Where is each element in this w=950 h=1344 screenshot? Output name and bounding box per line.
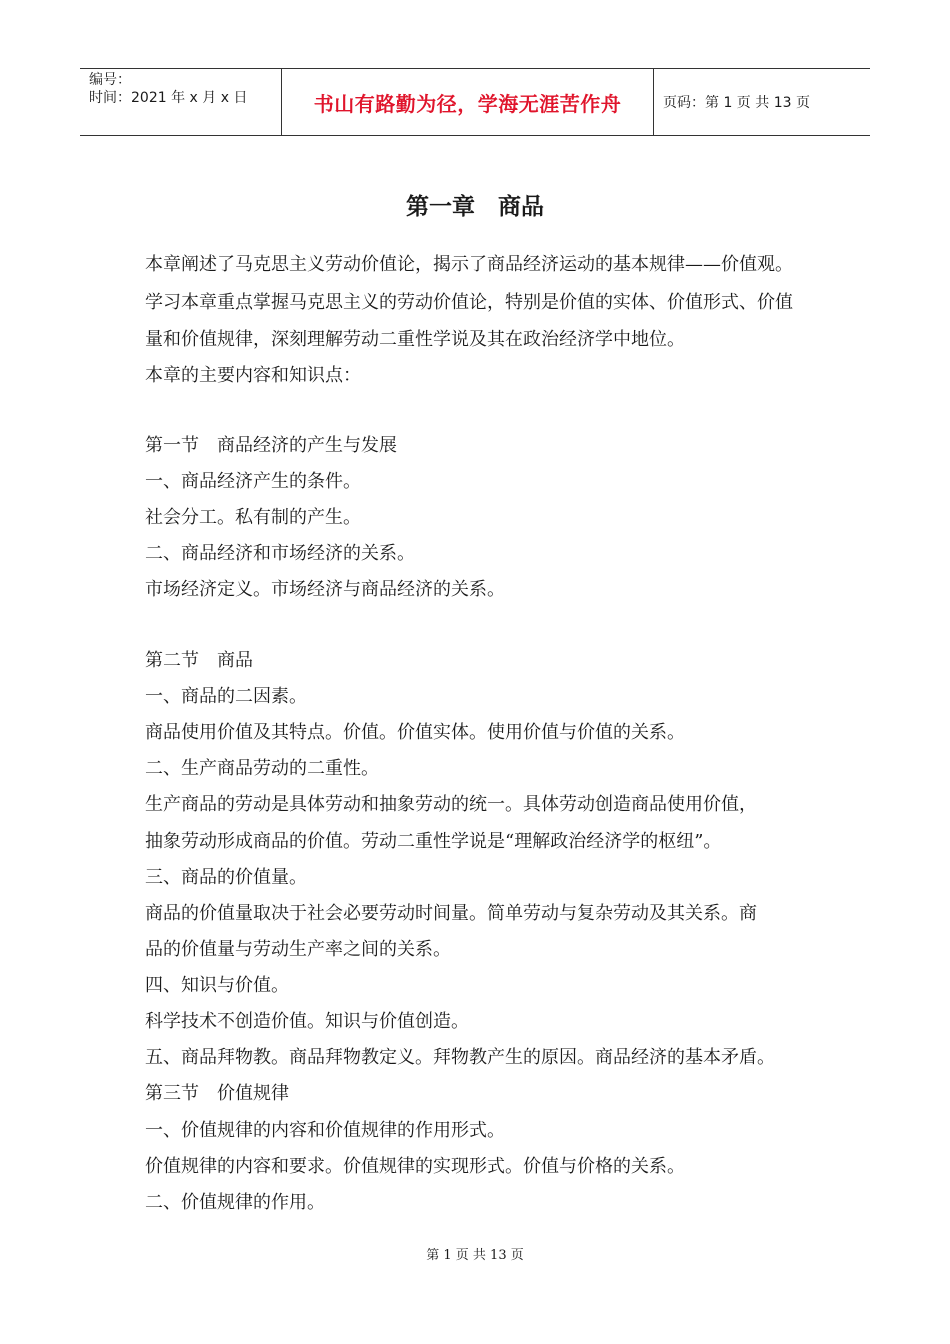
intro-text: 本章阐述了马克思主义劳动价值论，揭示了商品经济运动的基本规律——价值观。学习本章重点掌握马克思主义的劳动价值论，特别是价值的实体、价值形式、价值量和价值规律，深刻理解劳动二重性学说及其在政治经济学中地位。 xyxy=(145,254,793,350)
page-footer: 第 1 页 共 13 页 xyxy=(426,1248,524,1263)
subheading: 一、商品经济产生的条件。 xyxy=(145,471,361,492)
subheading: 二、生产商品劳动的二重性。 xyxy=(145,758,379,779)
document-header xyxy=(80,68,870,136)
body-line: 科学技术不创造价值。知识与价值创造。 xyxy=(145,1011,469,1032)
motto: 书山有路勤为径，学海无涯苦作舟 xyxy=(282,69,654,135)
intro-last-line: 本章的主要内容和知识点： xyxy=(145,365,361,386)
body-line: 价值规律的内容和要求。价值规律的实现形式。价值与价格的关系。 xyxy=(145,1156,685,1177)
subheading: 二、商品经济和市场经济的关系。 xyxy=(145,543,415,564)
body-line: 商品使用价值及其特点。价值。价值实体。使用价值与价值的关系。 xyxy=(145,722,685,743)
chapter-title: 第一章 商品 xyxy=(406,194,544,220)
date-label: 时间：2021 年 x 月 x 日 xyxy=(89,90,248,106)
subheading: 一、价值规律的内容和价值规律的作用形式。 xyxy=(145,1120,505,1141)
body-line: 市场经济定义。市场经济与商品经济的关系。 xyxy=(145,579,505,600)
intro-paragraph xyxy=(145,246,805,359)
body-line: 社会分工。私有制的产生。 xyxy=(145,507,361,528)
page-info: 页码：第 1 页 共 13 页 xyxy=(663,95,810,111)
body-line: 品的价值量与劳动生产率之间的关系。 xyxy=(145,939,451,960)
subheading: 二、价值规律的作用。 xyxy=(145,1192,325,1213)
subheading: 五、商品拜物教。商品拜物教定义。拜物教产生的原因。商品经济的基本矛盾。 xyxy=(145,1047,775,1068)
number-label: 编号： xyxy=(89,72,131,88)
section-heading: 第二节 商品 xyxy=(145,650,253,671)
subheading: 四、知识与价值。 xyxy=(145,975,289,996)
section-heading: 第三节 价值规律 xyxy=(145,1083,289,1104)
subheading: 三、商品的价值量。 xyxy=(145,867,307,888)
body-line: 生产商品的劳动是具体劳动和抽象劳动的统一。具体劳动创造商品使用价值， xyxy=(145,794,757,815)
body-line: 抽象劳动形成商品的价值。劳动二重性学说是“理解政治经济学的枢纽”。 xyxy=(145,831,722,852)
body-line: 商品的价值量取决于社会必要劳动时间量。简单劳动与复杂劳动及其关系。商 xyxy=(145,903,757,924)
header-meta xyxy=(80,69,282,135)
section-heading: 第一节 商品经济的产生与发展 xyxy=(145,435,397,456)
subheading: 一、商品的二因素。 xyxy=(145,686,307,707)
